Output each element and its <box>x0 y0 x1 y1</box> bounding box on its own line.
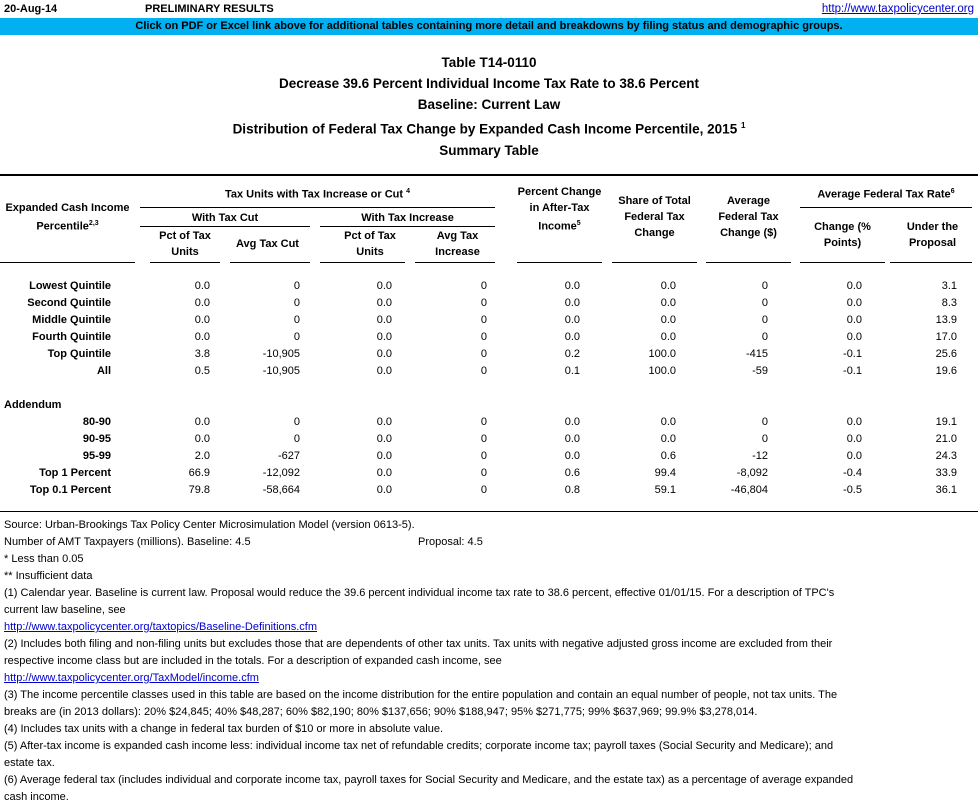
cell-value: -12,092 <box>262 467 300 479</box>
cell-value: 0.5 <box>194 365 210 377</box>
table-row <box>0 280 978 297</box>
cell-value: 0.0 <box>564 433 580 445</box>
cell-value: 0.0 <box>376 467 392 479</box>
cell-value: 0 <box>293 297 300 309</box>
col-pct-units-increase: Pct of Tax Units <box>344 230 396 258</box>
cell-value: 66.9 <box>188 467 210 479</box>
addendum-label: Addendum <box>4 399 62 411</box>
hdr-rule-6 <box>517 262 602 263</box>
cell-value: 0.0 <box>564 280 580 292</box>
cell-value: 0.0 <box>846 297 862 309</box>
hdr-rule-10 <box>890 262 972 263</box>
hdr-rule-4 <box>320 262 405 263</box>
rate-underline <box>800 207 972 208</box>
cell-value: 3.8 <box>194 348 210 360</box>
note-insufficient: ** Insufficient data <box>4 570 93 582</box>
row-label: Top 0.1 Percent <box>29 484 111 496</box>
table-row <box>0 416 978 433</box>
table-row <box>0 467 978 484</box>
cell-value: 0.0 <box>846 450 862 462</box>
cell-value: 0 <box>293 433 300 445</box>
cell-value: 0.0 <box>376 433 392 445</box>
cut-underline <box>140 226 310 227</box>
row-label: Middle Quintile <box>32 314 111 326</box>
cell-value: -46,804 <box>730 484 768 496</box>
cell-value: 17.0 <box>935 331 957 343</box>
cell-value: 0 <box>480 433 487 445</box>
hdr-rule-8 <box>706 262 791 263</box>
cell-value: 0.0 <box>376 365 392 377</box>
row-label: 80-90 <box>82 416 111 428</box>
note-less-than: * Less than 0.05 <box>4 553 84 565</box>
baseline-definitions-link[interactable]: http://www.taxpolicycenter.org/taxtopics/Baseline-Definitions.cfm <box>4 621 318 633</box>
table-id: Table T14-0110 <box>441 55 537 70</box>
table-row <box>0 297 978 314</box>
cell-value: 0.1 <box>564 365 580 377</box>
cell-value: 0.0 <box>194 433 210 445</box>
col-pct-change-aftertax: Percent Change in After-Tax Income$^5$ <box>517 186 602 233</box>
notes-section <box>4 517 974 806</box>
top-bar <box>0 0 978 18</box>
row-label: Top Quintile <box>47 348 111 360</box>
table-titles <box>0 52 978 161</box>
cell-value: 0 <box>293 331 300 343</box>
cell-value: 0 <box>480 450 487 462</box>
table-title: Decrease 39.6 Percent Individual Income Tax Rate to 38.6 Percent <box>279 76 699 91</box>
cell-value: 0.0 <box>376 484 392 496</box>
col-under-proposal: Under the Proposal <box>906 221 959 249</box>
col-group-tax-units: Tax Units with Tax Increase or Cut $^4$ <box>224 188 411 201</box>
cell-value: 0 <box>761 416 768 428</box>
note-3-cont: breaks are (in 2013 dollars): 20% $24,845; 40% $48,287; 60% $82,190; 80% $137,656; 90% $188,947; 95% $271,775; 99% $637,969; 99.9% $3,278,014. <box>4 706 758 718</box>
cell-value: 21.0 <box>935 433 957 445</box>
baseline-title: Baseline: Current Law <box>417 97 561 112</box>
row-label: 95-99 <box>82 450 111 462</box>
hdr-rule-9 <box>800 262 885 263</box>
cell-value: 0.0 <box>846 331 862 343</box>
hdr-rule-2 <box>150 262 220 263</box>
cell-value: 25.6 <box>935 348 957 360</box>
col-share-total: Share of Total Federal Tax Change <box>618 195 691 239</box>
note-5-cont: estate tax. <box>4 757 55 769</box>
cell-value: 0.0 <box>376 297 392 309</box>
cell-value: 0.0 <box>194 331 210 343</box>
note-source: Source: Urban-Brookings Tax Policy Center Microsimulation Model (version 0613-5). <box>4 519 415 531</box>
cell-value: 0.0 <box>376 280 392 292</box>
cell-value: -58,664 <box>262 484 300 496</box>
cell-value: 19.6 <box>935 365 957 377</box>
cell-value: 0.0 <box>846 314 862 326</box>
cell-value: 0.0 <box>564 450 580 462</box>
cell-value: 0 <box>480 365 487 377</box>
note-4: (4) Includes tax units with a change in federal tax burden of $10 or more in absolute value. <box>4 723 444 735</box>
cell-value: 0.0 <box>660 314 676 326</box>
cell-value: 0.0 <box>194 314 210 326</box>
preliminary-label: PRELIMINARY RESULTS <box>145 3 274 15</box>
summary-title: Summary Table <box>439 142 539 158</box>
increase-underline <box>320 226 495 227</box>
cell-value: 0.0 <box>660 416 676 428</box>
cell-value: -12 <box>752 450 768 462</box>
cell-value: -59 <box>752 365 768 377</box>
cell-value: 0 <box>480 297 487 309</box>
cell-value: 0 <box>480 331 487 343</box>
table-row <box>0 433 978 450</box>
row-label: Fourth Quintile <box>32 331 111 343</box>
table-top-rule <box>0 174 978 176</box>
note-1: (1) Calendar year. Baseline is current law. Proposal would reduce the 39.6 percent individual income tax rate to 38.6 percent, effective 01/01/15. For a description of TPC's <box>4 587 835 599</box>
col-pct-units-cut: Pct of Tax Units <box>159 230 211 258</box>
col-change-pct-points: Change (% Points) <box>814 221 871 249</box>
note-6-cont: cash income. <box>4 791 69 803</box>
note-2: (2) Includes both filing and non-filing units but excludes those that are dependents of other tax units. Tax units with negative adjusted gross income are excluded from their <box>4 638 833 650</box>
cell-value: 0.8 <box>564 484 580 496</box>
table-row <box>0 365 978 382</box>
table-row <box>0 331 978 348</box>
col-avg-fed-change: Average Federal Tax Change ($) <box>718 195 779 239</box>
col-group-avg-rate: Average Federal Tax Rate$^6$ <box>817 188 955 201</box>
table-row <box>0 348 978 365</box>
col-with-tax-increase: With Tax Increase <box>361 212 454 224</box>
cell-value: 2.0 <box>194 450 210 462</box>
cell-value: 3.1 <box>941 280 957 292</box>
report-date: 20-Aug-14 <box>4 3 58 15</box>
cell-value: 0 <box>480 314 487 326</box>
note-6: (6) Average federal tax (includes individual and corporate income tax, payroll taxes for Social Security and Medicare, and the estate tax) as a percentage of average expanded <box>4 774 854 786</box>
cell-value: 0 <box>480 348 487 360</box>
cell-value: -10,905 <box>262 365 300 377</box>
cell-value: 24.3 <box>935 450 957 462</box>
group-underline <box>140 207 495 208</box>
col-avg-tax-increase: Avg Tax Increase <box>435 230 480 258</box>
row-label: Lowest Quintile <box>29 280 111 292</box>
cell-value: 0.0 <box>660 433 676 445</box>
cell-value: 19.1 <box>935 416 957 428</box>
info-banner: Click on PDF or Excel link above for additional tables containing more detail and breakdowns by filing status and demographic groups. <box>0 18 978 35</box>
col-income-percentile: Expanded Cash Income Percentile$^{2,3}$ <box>5 202 130 233</box>
cell-value: -0.4 <box>843 467 862 479</box>
cell-value: 0 <box>293 280 300 292</box>
cell-value: 0.0 <box>376 331 392 343</box>
note-2-cont: respective income class but are included in the totals. For a description of expanded cash income, see <box>4 655 502 667</box>
row-label: Top 1 Percent <box>39 467 111 479</box>
table-row <box>0 314 978 331</box>
cell-value: 0 <box>293 416 300 428</box>
cell-value: 0.0 <box>376 416 392 428</box>
cell-value: -0.1 <box>843 348 862 360</box>
cell-value: 0 <box>293 314 300 326</box>
cell-value: 0.0 <box>660 331 676 343</box>
income-definition-link[interactable]: http://www.taxpolicycenter.org/TaxModel/income.cfm <box>4 672 259 684</box>
cell-value: 100.0 <box>648 365 676 377</box>
cell-value: 0.0 <box>660 297 676 309</box>
hdr-rule-7 <box>612 262 697 263</box>
cell-value: -0.1 <box>843 365 862 377</box>
cell-value: 0.6 <box>660 450 676 462</box>
cell-value: 0.0 <box>194 280 210 292</box>
note-5: (5) After-tax income is expanded cash income less: individual income tax net of refundable credits; corporate income tax; payroll taxes (Social Security and Medicare); and <box>4 740 834 752</box>
cell-value: 0 <box>480 484 487 496</box>
row-label: All <box>96 365 111 377</box>
cell-value: 0 <box>480 416 487 428</box>
site-link[interactable]: http://www.taxpolicycenter.org <box>821 3 974 15</box>
cell-value: 0.2 <box>564 348 580 360</box>
cell-value: -415 <box>745 348 768 360</box>
cell-value: 33.9 <box>935 467 957 479</box>
distribution-title: Distribution of Federal Tax Change by Expanded Cash Income Percentile, 2015 $^1$ <box>232 121 746 137</box>
col-avg-tax-cut: Avg Tax Cut <box>236 238 299 250</box>
note-3: (3) The income percentile classes used in this table are based on the income distribution for the entire population and contain an equal number of people, not tax units. The <box>4 689 838 701</box>
row-label: 90-95 <box>82 433 111 445</box>
cell-value: -627 <box>277 450 300 462</box>
cell-value: 0.0 <box>660 280 676 292</box>
cell-value: 0.0 <box>564 331 580 343</box>
cell-value: 0.0 <box>194 297 210 309</box>
cell-value: 0 <box>480 280 487 292</box>
note-1-cont: current law baseline, see <box>4 604 126 616</box>
cell-value: 36.1 <box>935 484 957 496</box>
cell-value: 0.0 <box>846 433 862 445</box>
cell-value: -10,905 <box>262 348 300 360</box>
cell-value: 0.0 <box>564 314 580 326</box>
cell-value: 0.0 <box>846 280 862 292</box>
cell-value: 0 <box>761 433 768 445</box>
cell-value: 0 <box>761 314 768 326</box>
cell-value: 0 <box>761 280 768 292</box>
col-with-tax-cut: With Tax Cut <box>191 212 259 224</box>
hdr-rule-3 <box>230 262 310 263</box>
cell-value: 0.0 <box>564 297 580 309</box>
cell-value: -8,092 <box>736 467 768 479</box>
cell-value: 59.1 <box>654 484 676 496</box>
row-label: Second Quintile <box>27 297 111 309</box>
cell-value: 13.9 <box>935 314 957 326</box>
cell-value: 0 <box>761 331 768 343</box>
cell-value: 0.0 <box>376 450 392 462</box>
table-bottom-rule <box>0 511 978 512</box>
cell-value: -0.5 <box>843 484 862 496</box>
table-row <box>0 450 978 467</box>
cell-value: 0.6 <box>564 467 580 479</box>
cell-value: 99.4 <box>654 467 676 479</box>
cell-value: 0.0 <box>376 314 392 326</box>
cell-value: 0 <box>761 297 768 309</box>
table-row <box>0 484 978 501</box>
cell-value: 0.0 <box>194 416 210 428</box>
cell-value: 0 <box>480 467 487 479</box>
cell-value: 100.0 <box>648 348 676 360</box>
cell-value: 0.0 <box>376 348 392 360</box>
cell-value: 8.3 <box>941 297 957 309</box>
cell-value: 0.0 <box>564 416 580 428</box>
cell-value: 79.8 <box>188 484 210 496</box>
hdr-rule-1 <box>0 262 135 263</box>
note-amt: Number of AMT Taxpayers (millions). Baseline: 4.5 Proposal: 4.5 <box>4 536 483 548</box>
cell-value: 0.0 <box>846 416 862 428</box>
hdr-rule-5 <box>415 262 495 263</box>
